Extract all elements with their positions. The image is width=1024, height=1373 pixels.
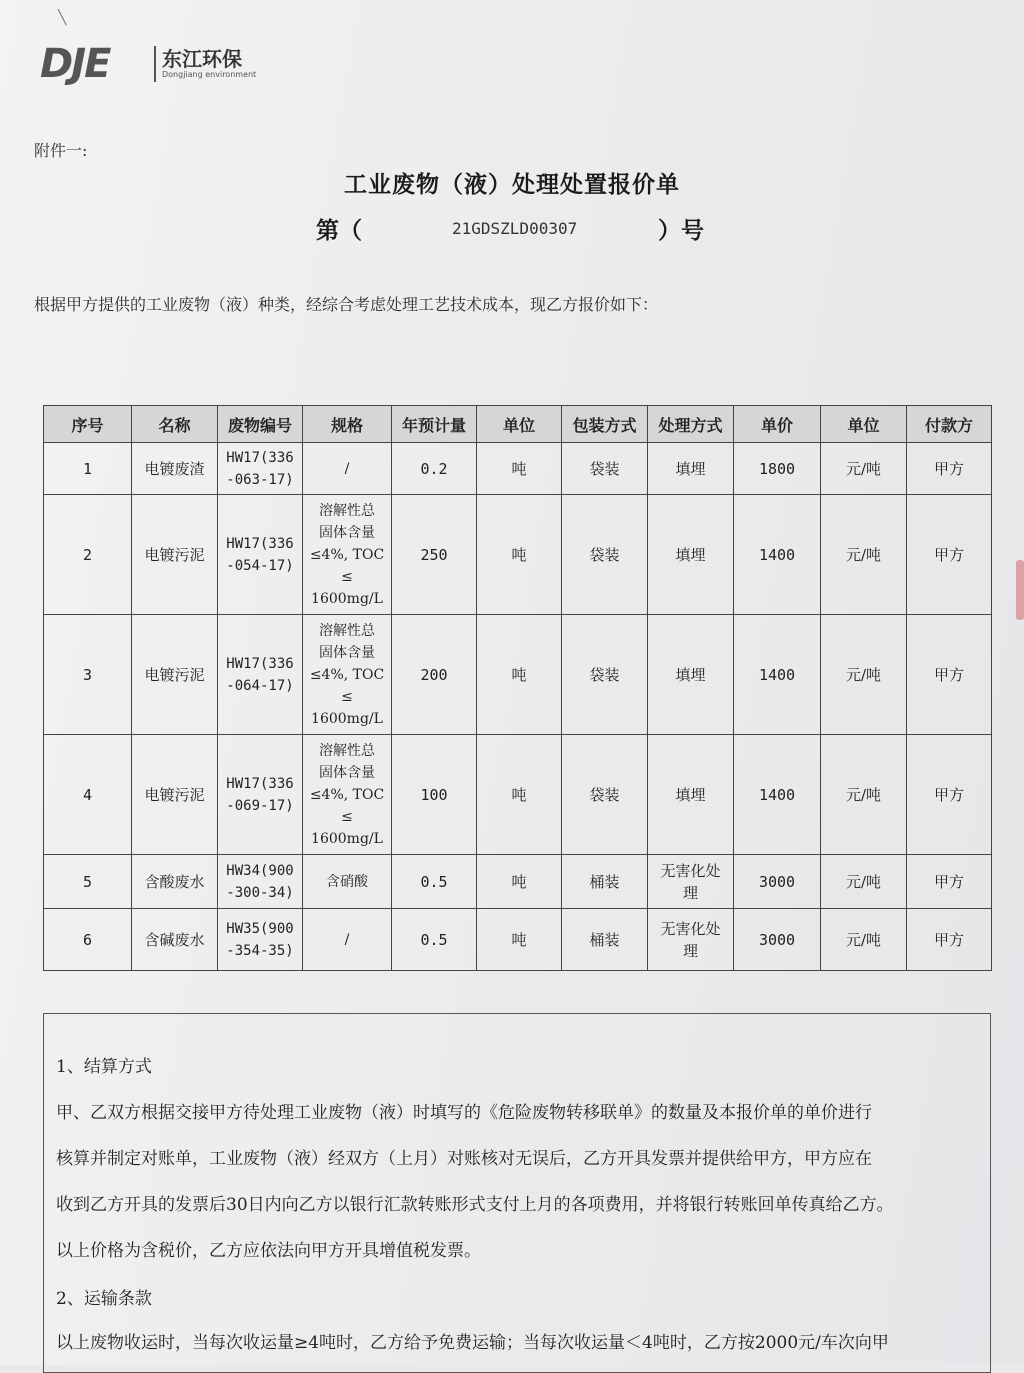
cell-spec-line: 溶解性总	[319, 742, 375, 759]
cell-payer: 甲方	[907, 443, 992, 495]
cell-price: 1400	[734, 495, 821, 615]
cell-spec	[303, 855, 392, 909]
cell-spec-line: 含硝酸	[326, 873, 368, 890]
cell-code	[218, 735, 303, 855]
cell-unit: 吨	[477, 735, 562, 855]
cell-method	[648, 735, 734, 855]
column-header: 年预计量	[392, 406, 477, 443]
cell-price: 3000	[734, 855, 821, 909]
cell-name: 电镀废渣	[132, 443, 218, 495]
cell-no: 4	[44, 735, 132, 855]
cell-method-line: 理	[682, 941, 698, 960]
cell-qty: 0.5	[392, 855, 477, 909]
cell-price_unit: 元/吨	[821, 495, 907, 615]
corner-mark: ╲	[58, 10, 67, 26]
cell-code	[218, 855, 303, 909]
column-header: 付款方	[907, 406, 992, 443]
doc-number-prefix: 第（	[316, 218, 362, 244]
cell-spec-line: 固体含量	[319, 644, 375, 661]
table-row	[44, 855, 992, 909]
table-row	[44, 909, 992, 971]
cell-method-line: 无害化处	[660, 919, 721, 938]
cell-qty: 0.5	[392, 909, 477, 971]
cell-method	[648, 443, 734, 495]
cell-code-line: HW17(336	[226, 775, 294, 792]
cell-pack: 袋装	[562, 443, 648, 495]
cell-payer: 甲方	[907, 495, 992, 615]
cell-spec-line: /	[344, 460, 350, 477]
table-row	[44, 735, 992, 855]
cell-method	[648, 855, 734, 909]
cell-price_unit: 元/吨	[821, 855, 907, 909]
terms-line: 以上废物收运时，当每次收运量≥4吨时，乙方给予免费运输；当每次收运量＜4吨时，乙方按2000元/车次向甲	[56, 1333, 889, 1353]
cell-spec-line: 溶解性总	[319, 502, 375, 519]
cell-code-line: HW34(900	[226, 862, 294, 879]
cell-price: 1800	[734, 443, 821, 495]
cell-spec-line: ≤4%, TOC	[309, 546, 385, 563]
intro-text: 根据甲方提供的工业废物（液）种类，经综合考虑处理工艺技术成本，现乙方报价如下：	[34, 295, 659, 314]
doc-number-value: 21GDSZLD00307	[452, 219, 578, 238]
terms-heading-settlement: 1、结算方式	[56, 1057, 152, 1077]
cell-payer: 甲方	[907, 735, 992, 855]
cell-code-line: -054-17)	[226, 557, 294, 574]
terms-line: 核算并制定对账单，工业废物（液）经双方（上月）对账核对无误后，乙方开具发票并提供给甲方，甲方应在	[56, 1149, 872, 1169]
cell-code	[218, 495, 303, 615]
cell-pack: 桶装	[562, 909, 648, 971]
cell-code-line: -063-17)	[226, 471, 294, 488]
cell-spec-line: /	[344, 931, 350, 948]
cell-price_unit: 元/吨	[821, 909, 907, 971]
cell-method-line: 填埋	[675, 665, 706, 684]
cell-spec-line: 固体含量	[319, 524, 375, 541]
cell-method	[648, 615, 734, 735]
cell-qty: 100	[392, 735, 477, 855]
cell-pack: 袋装	[562, 735, 648, 855]
table-body	[44, 443, 992, 971]
cell-code-line: -064-17)	[226, 677, 294, 694]
document-title: 工业废物（液）处理处置报价单	[344, 172, 680, 198]
cell-method-line: 无害化处	[660, 861, 721, 880]
cell-unit: 吨	[477, 615, 562, 735]
column-header: 包装方式	[562, 406, 648, 443]
cell-pack: 袋装	[562, 615, 648, 735]
cell-name: 电镀污泥	[132, 495, 218, 615]
cell-code-line: -069-17)	[226, 797, 294, 814]
cell-spec-line: 1600mg/L	[311, 830, 383, 847]
cell-qty: 0.2	[392, 443, 477, 495]
table-header-row	[44, 406, 992, 443]
cell-spec-line: ≤	[341, 688, 353, 705]
doc-number-suffix: ）号	[658, 218, 704, 244]
cell-method-line: 理	[682, 883, 698, 902]
cell-price_unit: 元/吨	[821, 735, 907, 855]
logo-cn-name: 东江环保	[162, 47, 242, 71]
cell-spec	[303, 495, 392, 615]
column-header: 序号	[44, 406, 132, 443]
logo-mark	[40, 40, 148, 88]
terms-line: 甲、乙双方根据交接甲方待处理工业废物（液）时填写的《危险废物转移联单》的数量及本报价单的单价进行	[56, 1103, 872, 1123]
cell-payer: 甲方	[907, 855, 992, 909]
column-header: 单位	[821, 406, 907, 443]
cell-method	[648, 909, 734, 971]
column-header: 废物编号	[218, 406, 303, 443]
cell-unit: 吨	[477, 443, 562, 495]
cell-spec-line: 1600mg/L	[311, 710, 383, 727]
cell-code-line: -354-35)	[226, 942, 294, 959]
cell-spec-line: 固体含量	[319, 764, 375, 781]
cell-name: 电镀污泥	[132, 615, 218, 735]
cell-spec	[303, 615, 392, 735]
cell-code-line: -300-34)	[226, 884, 294, 901]
cell-price: 1400	[734, 615, 821, 735]
terms-box	[43, 1013, 991, 1373]
cell-method-line: 填埋	[675, 459, 706, 478]
cell-no: 6	[44, 909, 132, 971]
cell-code	[218, 615, 303, 735]
cell-spec-line: 1600mg/L	[311, 590, 383, 607]
terms-line: 收到乙方开具的发票后30日内向乙方以银行汇款转账形式支付上月的各项费用，并将银行转账回单传真给乙方。	[56, 1195, 894, 1215]
logo-text	[162, 48, 256, 80]
table-row	[44, 495, 992, 615]
table-row	[44, 443, 992, 495]
logo-en-name: Dongjiang environment	[162, 70, 257, 79]
cell-price: 1400	[734, 735, 821, 855]
terms-heading-transport: 2、运输条款	[56, 1289, 152, 1309]
column-header: 名称	[132, 406, 218, 443]
cell-price_unit: 元/吨	[821, 443, 907, 495]
cell-spec-line: ≤	[341, 568, 353, 585]
cell-no: 3	[44, 615, 132, 735]
quote-table	[43, 405, 992, 971]
cell-spec-line: ≤4%, TOC	[309, 666, 385, 683]
logo-letters: DJE	[40, 41, 110, 87]
column-header: 规格	[303, 406, 392, 443]
table-row	[44, 615, 992, 735]
cell-code-line: HW17(336	[226, 655, 294, 672]
cell-price_unit: 元/吨	[821, 615, 907, 735]
cell-payer: 甲方	[907, 909, 992, 971]
cell-spec-line: 溶解性总	[319, 622, 375, 639]
cell-name: 含酸废水	[132, 855, 218, 909]
cell-spec-line: ≤4%, TOC	[309, 786, 385, 803]
cell-no: 5	[44, 855, 132, 909]
cell-unit: 吨	[477, 495, 562, 615]
cell-code-line: HW17(336	[226, 449, 294, 466]
cell-spec	[303, 735, 392, 855]
cell-pack: 桶装	[562, 855, 648, 909]
cell-method	[648, 495, 734, 615]
cell-unit: 吨	[477, 855, 562, 909]
cell-spec	[303, 443, 392, 495]
red-ink-mark	[1016, 560, 1024, 620]
cell-price: 3000	[734, 909, 821, 971]
cell-qty: 200	[392, 615, 477, 735]
logo-divider	[154, 46, 156, 82]
column-header: 单价	[734, 406, 821, 443]
cell-qty: 250	[392, 495, 477, 615]
cell-name: 含碱废水	[132, 909, 218, 971]
column-header: 单位	[477, 406, 562, 443]
cell-code-line: HW17(336	[226, 535, 294, 552]
cell-code	[218, 443, 303, 495]
cell-spec-line: ≤	[341, 808, 353, 825]
cell-spec	[303, 909, 392, 971]
cell-pack: 袋装	[562, 495, 648, 615]
attachment-label: 附件一:	[34, 141, 88, 160]
cell-code-line: HW35(900	[226, 920, 294, 937]
cell-payer: 甲方	[907, 615, 992, 735]
cell-no: 2	[44, 495, 132, 615]
cell-name: 电镀污泥	[132, 735, 218, 855]
terms-line: 以上价格为含税价，乙方应依法向甲方开具增值税发票。	[56, 1241, 481, 1261]
cell-method-line: 填埋	[675, 785, 706, 804]
cell-method-line: 填埋	[675, 545, 706, 564]
column-header: 处理方式	[648, 406, 734, 443]
company-logo	[40, 40, 256, 88]
cell-no: 1	[44, 443, 132, 495]
cell-code	[218, 909, 303, 971]
cell-unit: 吨	[477, 909, 562, 971]
